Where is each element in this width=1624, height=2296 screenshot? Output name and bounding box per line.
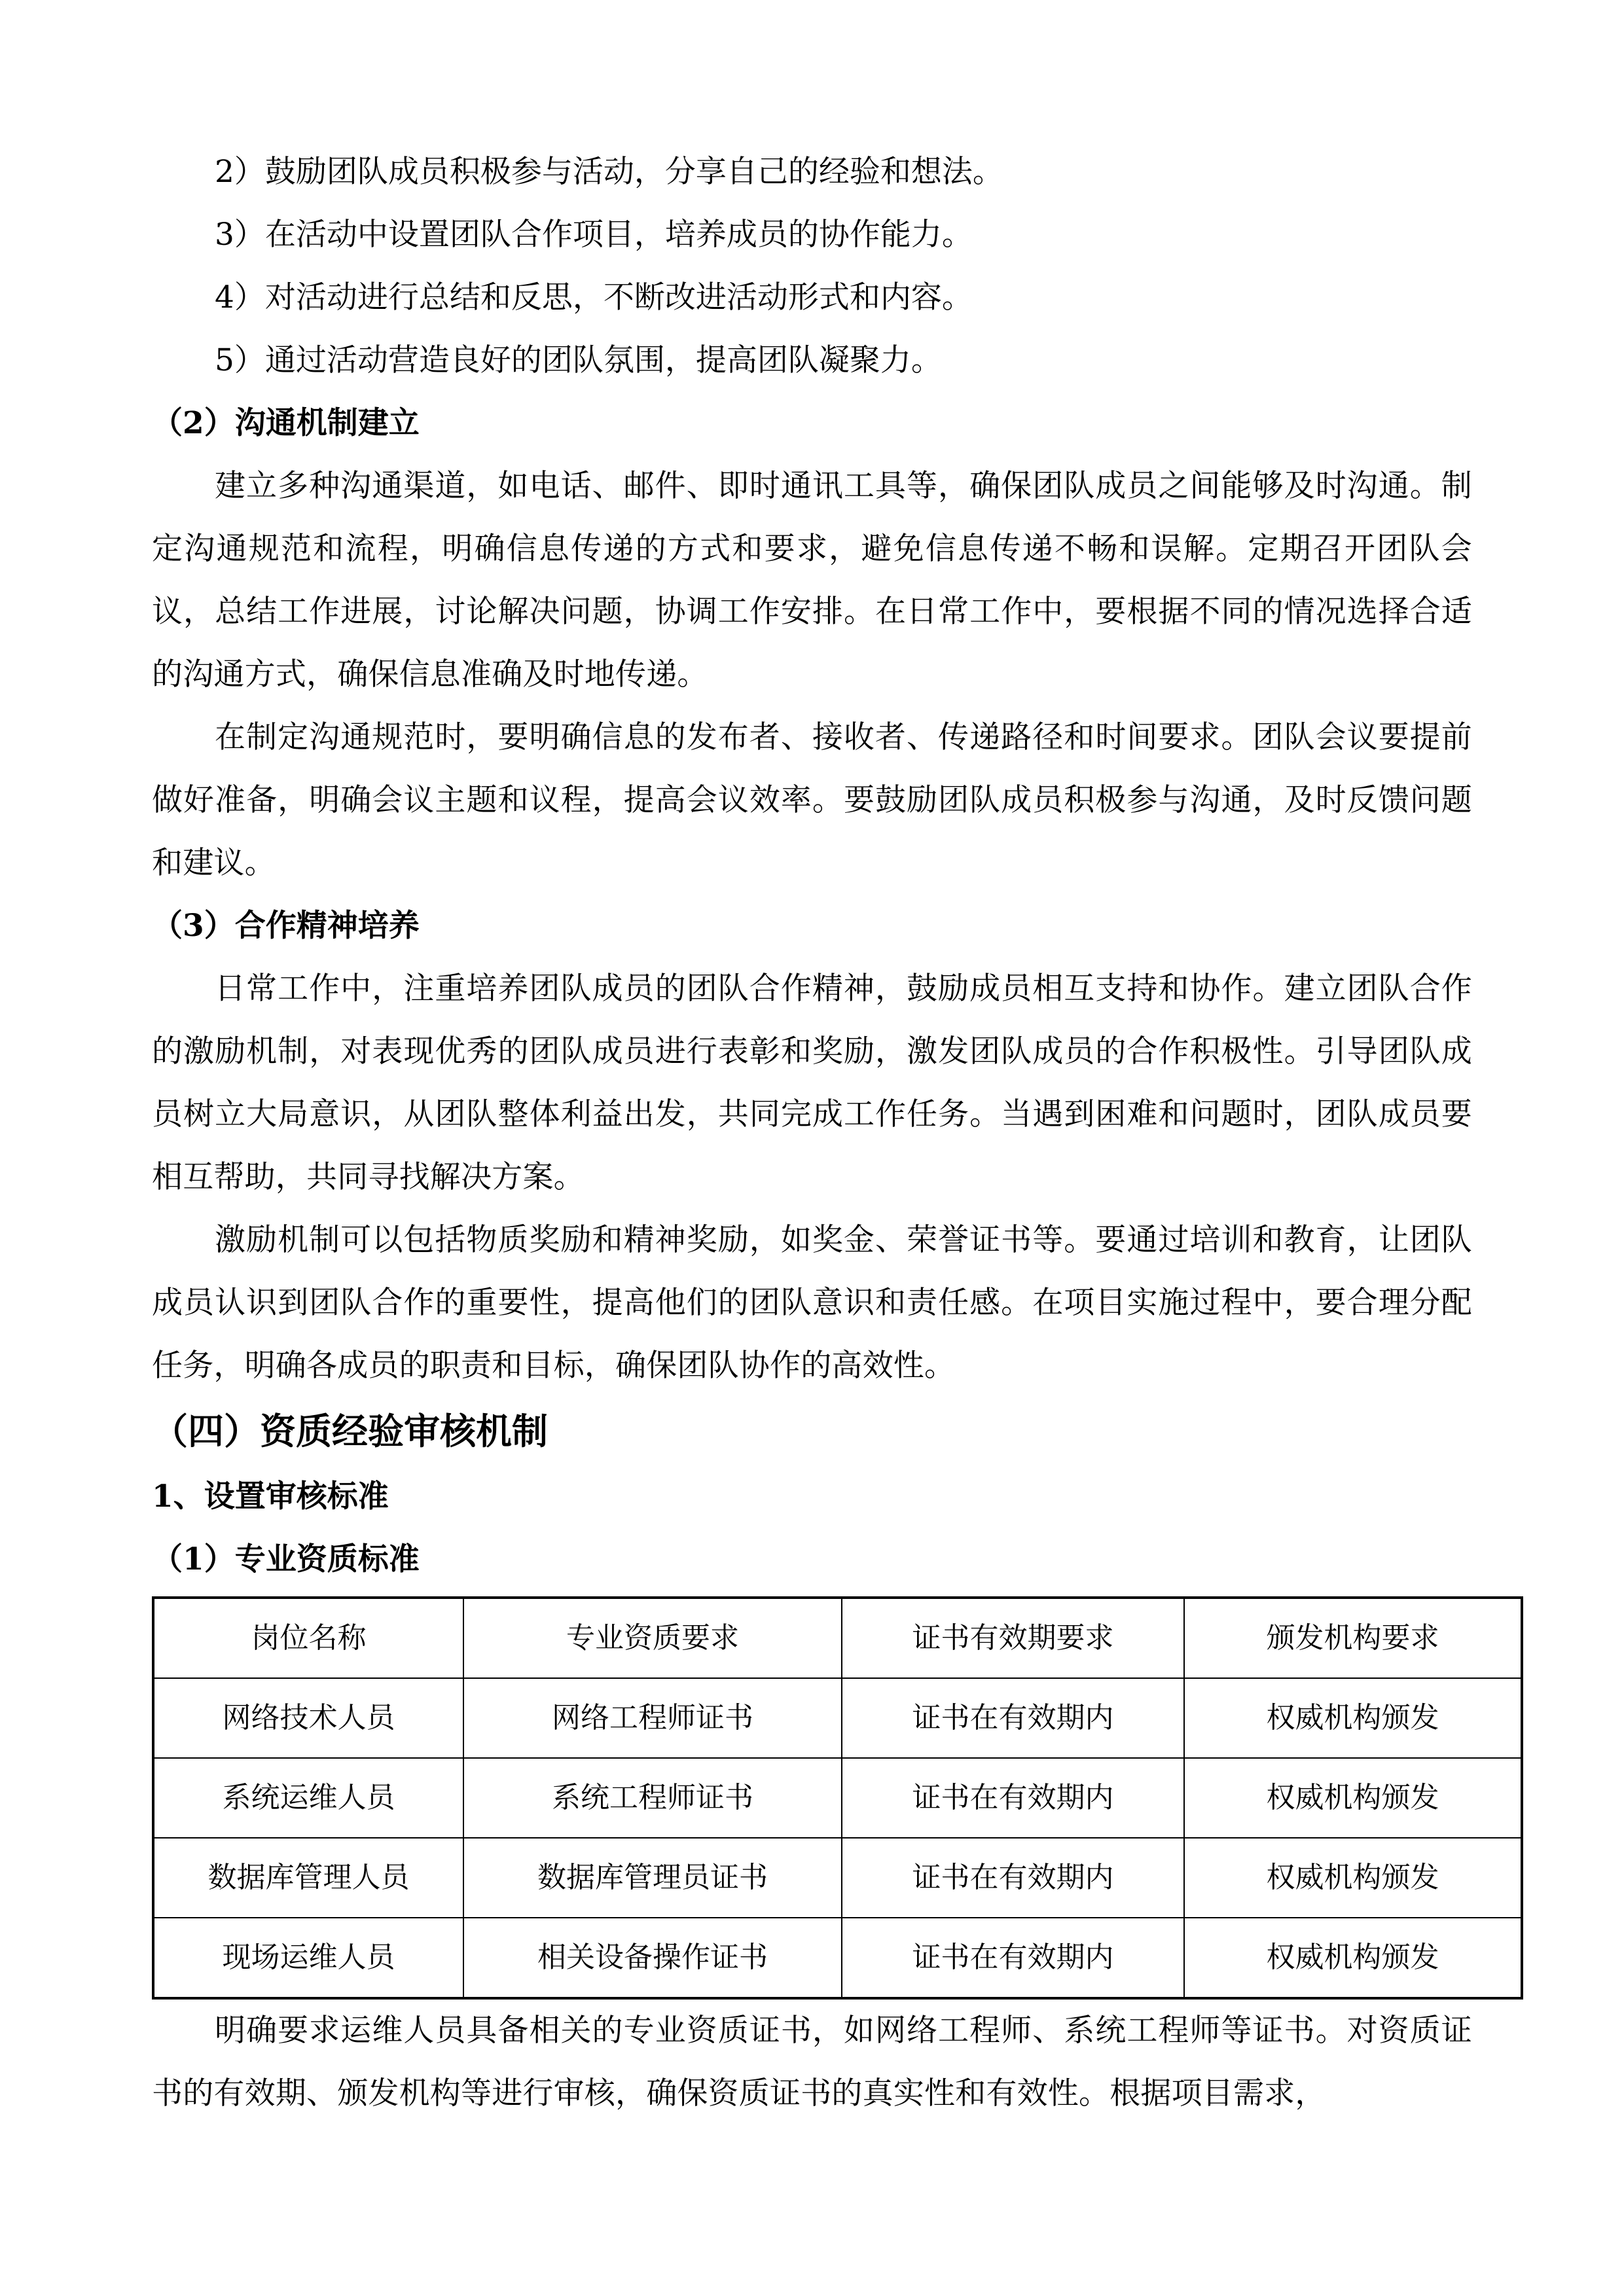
paragraph-cooperation-2: 激励机制可以包括物质奖励和精神奖励，如奖金、荣誉证书等。要通过培训和教育，让团队成员认识到团队合作的重要性，提高他们的团队意识和责任感。在项目实施过程中，要合理分配任务，明确各成员的职责和目标，确保团队协作的高效性。 (152, 1222, 1472, 1384)
table-cell: 权威机构颁发 (1184, 1918, 1522, 1998)
list-item: 4）对活动进行总结和反思，不断改进活动形式和内容。 (215, 279, 973, 315)
table-cell: 现场运维人员 (153, 1918, 463, 1998)
paragraph-after-table: 明确要求运维人员具备相关的专业资质证书，如网络工程师、系统工程师等证书。对资质证书的有效期、颁发机构等进行审核，确保资质证书的真实性和有效性。根据项目需求， (152, 2013, 1472, 2111)
table-row (153, 1838, 1522, 1918)
table-header-cell: 岗位名称 (153, 1598, 463, 1678)
heading-communication-mechanism: （2）沟通机制建立 (152, 405, 420, 441)
table-cell: 权威机构颁发 (1184, 1758, 1522, 1838)
list-item: 3）在活动中设置团队合作项目，培养成员的协作能力。 (215, 217, 973, 253)
list-item: 5）通过活动营造良好的团队氛围，提高团队凝聚力。 (215, 342, 942, 378)
table-cell: 证书在有效期内 (842, 1838, 1184, 1918)
table-cell: 相关设备操作证书 (463, 1918, 842, 1998)
heading-professional-qualification-standards: （1）专业资质标准 (152, 1541, 420, 1577)
table-cell: 权威机构颁发 (1184, 1838, 1522, 1918)
heading-cooperation-spirit: （3）合作精神培养 (152, 908, 420, 944)
table-header-cell: 专业资质要求 (463, 1598, 842, 1678)
table-cell: 网络技术人员 (153, 1678, 463, 1758)
list-item: 2）鼓励团队成员积极参与活动，分享自己的经验和想法。 (215, 154, 1003, 190)
qualification-standards-table (152, 1596, 1523, 2000)
table-header-row (153, 1598, 1522, 1678)
table-cell: 证书在有效期内 (842, 1918, 1184, 1998)
table-cell: 数据库管理员证书 (463, 1838, 842, 1918)
paragraph-communication-1: 建立多种沟通渠道，如电话、邮件、即时通讯工具等，确保团队成员之间能够及时沟通。制定沟通规范和流程，明确信息传递的方式和要求，避免信息传递不畅和误解。定期召开团队会议，总结工作进展，讨论解决问题，协调工作安排。在日常工作中，要根据不同的情况选择合适的沟通方式，确保信息准确及时地传递。 (152, 468, 1472, 692)
table-row (153, 1678, 1522, 1758)
table-cell: 网络工程师证书 (463, 1678, 842, 1758)
table-cell: 数据库管理人员 (153, 1838, 463, 1918)
table-row (153, 1918, 1522, 1998)
table-row (153, 1758, 1522, 1838)
table-cell: 证书在有效期内 (842, 1678, 1184, 1758)
table-header-cell: 证书有效期要求 (842, 1598, 1184, 1678)
heading-set-review-standards: 1、设置审核标准 (152, 1479, 389, 1515)
table-cell: 系统运维人员 (153, 1758, 463, 1838)
table-header-cell: 颁发机构要求 (1184, 1598, 1522, 1678)
document-body (152, 141, 1472, 2125)
paragraph-cooperation-1: 日常工作中，注重培养团队成员的团队合作精神，鼓励成员相互支持和协作。建立团队合作的激励机制，对表现优秀的团队成员进行表彰和奖励，激发团队成员的合作积极性。引导团队成员树立大局意识，从团队整体利益出发，共同完成工作任务。当遇到困难和问题时，团队成员要相互帮助，共同寻找解决方案。 (152, 971, 1472, 1195)
paragraph-communication-2: 在制定沟通规范时，要明确信息的发布者、接收者、传递路径和时间要求。团队会议要提前做好准备，明确会议主题和议程，提高会议效率。要鼓励团队成员积极参与沟通，及时反馈问题和建议。 (152, 719, 1472, 881)
table-cell: 权威机构颁发 (1184, 1678, 1522, 1758)
table-cell: 系统工程师证书 (463, 1758, 842, 1838)
table-cell: 证书在有效期内 (842, 1758, 1184, 1838)
heading-section-four: （四）资质经验审核机制 (152, 1410, 549, 1452)
